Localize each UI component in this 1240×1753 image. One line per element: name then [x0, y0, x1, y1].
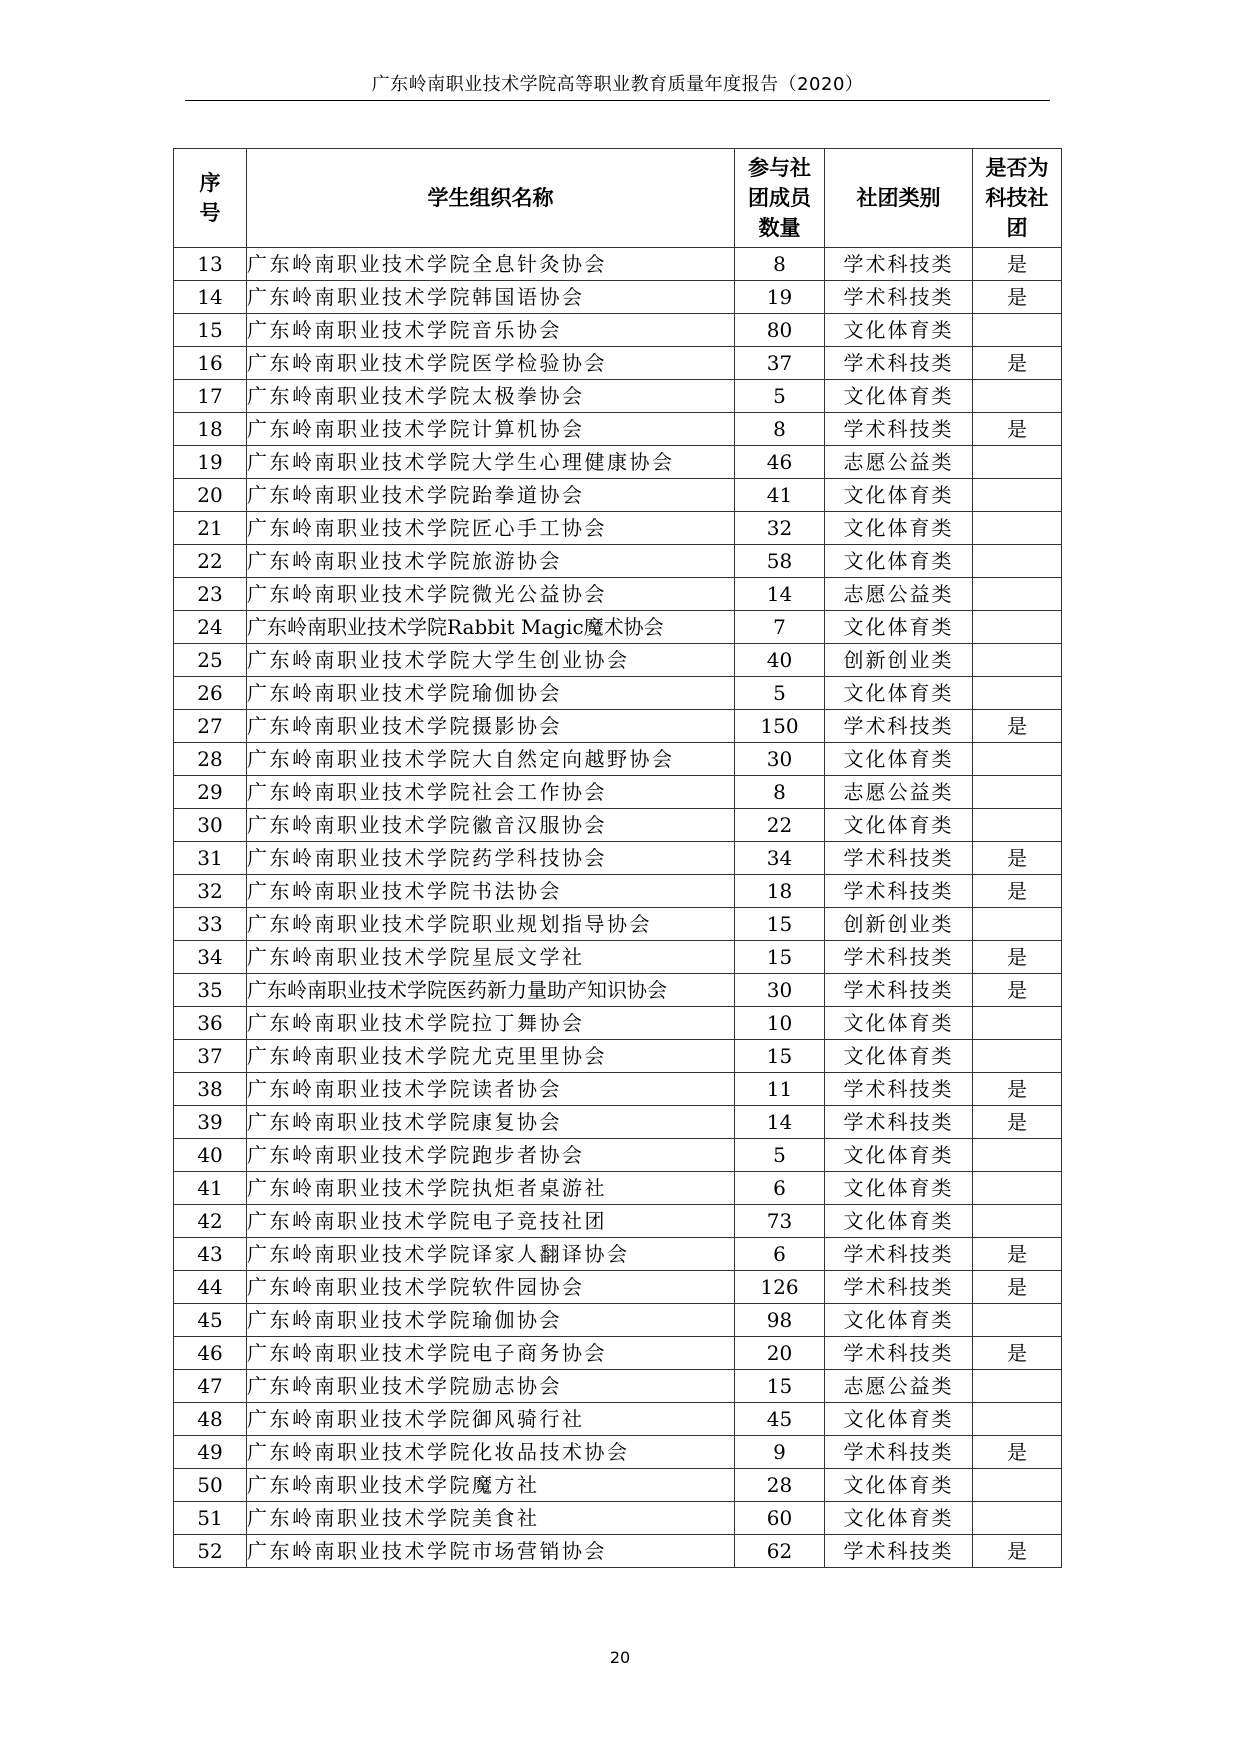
- table-row: [174, 908, 1062, 941]
- cell-club-name: 广东岭南职业技术学院译家人翻译协会: [247, 1238, 735, 1271]
- cell-member-count: 40: [735, 644, 825, 677]
- cell-tech-club: [973, 1139, 1062, 1172]
- cell-club-name: 广东岭南职业技术学院药学科技协会: [247, 842, 735, 875]
- cell-club-name: 广东岭南职业技术学院执炬者桌游社: [247, 1172, 735, 1205]
- cell-member-count: 5: [735, 1139, 825, 1172]
- cell-index: 42: [174, 1205, 247, 1238]
- cell-category: 文化体育类: [825, 1172, 973, 1205]
- cell-index: 31: [174, 842, 247, 875]
- table-row: [174, 743, 1062, 776]
- cell-index: 38: [174, 1073, 247, 1106]
- cell-club-name: 广东岭南职业技术学院医药新力量助产知识协会: [247, 974, 735, 1007]
- cell-club-name: 广东岭南职业技术学院大学生创业协会: [247, 644, 735, 677]
- cell-member-count: 37: [735, 347, 825, 380]
- table-row: [174, 1106, 1062, 1139]
- cell-category: 学术科技类: [825, 1535, 973, 1568]
- cell-category: 文化体育类: [825, 1304, 973, 1337]
- cell-member-count: 18: [735, 875, 825, 908]
- cell-tech-club: [973, 545, 1062, 578]
- cell-category: 学术科技类: [825, 941, 973, 974]
- cell-club-name: 广东岭南职业技术学院Rabbit Magic魔术协会: [247, 611, 735, 644]
- cell-index: 41: [174, 1172, 247, 1205]
- cell-club-name: 广东岭南职业技术学院跑步者协会: [247, 1139, 735, 1172]
- cell-member-count: 6: [735, 1172, 825, 1205]
- cell-category: 文化体育类: [825, 1205, 973, 1238]
- cell-member-count: 8: [735, 776, 825, 809]
- cell-index: 17: [174, 380, 247, 413]
- cell-club-name: 广东岭南职业技术学院化妆品技术协会: [247, 1436, 735, 1469]
- cell-tech-club: 是: [973, 1271, 1062, 1304]
- cell-club-name: 广东岭南职业技术学院大自然定向越野协会: [247, 743, 735, 776]
- table-row: [174, 1238, 1062, 1271]
- cell-club-name: 广东岭南职业技术学院韩国语协会: [247, 281, 735, 314]
- table-row: [174, 776, 1062, 809]
- cell-club-name: 广东岭南职业技术学院尤克里里协会: [247, 1040, 735, 1073]
- cell-tech-club: 是: [973, 710, 1062, 743]
- table-row: [174, 1271, 1062, 1304]
- column-header-name: 学生组织名称: [247, 149, 735, 248]
- cell-tech-club: 是: [973, 1073, 1062, 1106]
- column-header-tech-club: 是否为 科技社 团: [973, 149, 1062, 248]
- cell-member-count: 30: [735, 743, 825, 776]
- cell-index: 47: [174, 1370, 247, 1403]
- cell-member-count: 19: [735, 281, 825, 314]
- cell-index: 50: [174, 1469, 247, 1502]
- cell-member-count: 30: [735, 974, 825, 1007]
- table-row: [174, 1040, 1062, 1073]
- cell-member-count: 15: [735, 908, 825, 941]
- cell-category: 文化体育类: [825, 1040, 973, 1073]
- cell-tech-club: [973, 1007, 1062, 1040]
- table-row: [174, 1370, 1062, 1403]
- table-row: [174, 479, 1062, 512]
- cell-tech-club: 是: [973, 941, 1062, 974]
- table-row: [174, 512, 1062, 545]
- table-row: [174, 941, 1062, 974]
- cell-member-count: 98: [735, 1304, 825, 1337]
- cell-member-count: 14: [735, 1106, 825, 1139]
- table-row: [174, 248, 1062, 281]
- cell-index: 36: [174, 1007, 247, 1040]
- cell-category: 文化体育类: [825, 611, 973, 644]
- cell-tech-club: [973, 908, 1062, 941]
- table-row: [174, 314, 1062, 347]
- table-row: [174, 1304, 1062, 1337]
- table-row: [174, 842, 1062, 875]
- cell-category: 志愿公益类: [825, 578, 973, 611]
- cell-member-count: 46: [735, 446, 825, 479]
- cell-club-name: 广东岭南职业技术学院旅游协会: [247, 545, 735, 578]
- cell-index: 44: [174, 1271, 247, 1304]
- cell-club-name: 广东岭南职业技术学院软件园协会: [247, 1271, 735, 1304]
- cell-category: 文化体育类: [825, 677, 973, 710]
- cell-club-name: 广东岭南职业技术学院拉丁舞协会: [247, 1007, 735, 1040]
- cell-member-count: 14: [735, 578, 825, 611]
- cell-tech-club: [973, 611, 1062, 644]
- cell-club-name: 广东岭南职业技术学院康复协会: [247, 1106, 735, 1139]
- cell-index: 27: [174, 710, 247, 743]
- cell-tech-club: 是: [973, 1106, 1062, 1139]
- cell-club-name: 广东岭南职业技术学院医学检验协会: [247, 347, 735, 380]
- table-body: [174, 248, 1062, 1568]
- cell-tech-club: [973, 644, 1062, 677]
- cell-tech-club: [973, 1304, 1062, 1337]
- cell-category: 文化体育类: [825, 512, 973, 545]
- cell-member-count: 80: [735, 314, 825, 347]
- cell-member-count: 8: [735, 248, 825, 281]
- cell-index: 51: [174, 1502, 247, 1535]
- cell-tech-club: [973, 677, 1062, 710]
- cell-club-name: 广东岭南职业技术学院大学生心理健康协会: [247, 446, 735, 479]
- cell-club-name: 广东岭南职业技术学院瑜伽协会: [247, 677, 735, 710]
- cell-category: 学术科技类: [825, 1337, 973, 1370]
- table-row: [174, 710, 1062, 743]
- cell-club-name: 广东岭南职业技术学院书法协会: [247, 875, 735, 908]
- cell-club-name: 广东岭南职业技术学院魔方社: [247, 1469, 735, 1502]
- cell-index: 25: [174, 644, 247, 677]
- cell-tech-club: [973, 809, 1062, 842]
- column-header-members: 参与社 团成员 数量: [735, 149, 825, 248]
- cell-member-count: 20: [735, 1337, 825, 1370]
- cell-club-name: 广东岭南职业技术学院匠心手工协会: [247, 512, 735, 545]
- cell-club-name: 广东岭南职业技术学院职业规划指导协会: [247, 908, 735, 941]
- cell-category: 学术科技类: [825, 1271, 973, 1304]
- page-number: 20: [609, 1648, 631, 1667]
- cell-category: 文化体育类: [825, 545, 973, 578]
- table-row: [174, 545, 1062, 578]
- cell-tech-club: [973, 512, 1062, 545]
- cell-index: 52: [174, 1535, 247, 1568]
- cell-tech-club: [973, 1370, 1062, 1403]
- cell-tech-club: [973, 1403, 1062, 1436]
- cell-tech-club: 是: [973, 974, 1062, 1007]
- table-row: [174, 1007, 1062, 1040]
- cell-category: 学术科技类: [825, 875, 973, 908]
- cell-tech-club: [973, 1502, 1062, 1535]
- table-row: [174, 446, 1062, 479]
- cell-club-name: 广东岭南职业技术学院电子商务协会: [247, 1337, 735, 1370]
- cell-index: 19: [174, 446, 247, 479]
- table-row: [174, 1073, 1062, 1106]
- cell-member-count: 15: [735, 1040, 825, 1073]
- cell-category: 文化体育类: [825, 1469, 973, 1502]
- cell-category: 学术科技类: [825, 974, 973, 1007]
- table-row: [174, 281, 1062, 314]
- cell-index: 35: [174, 974, 247, 1007]
- cell-tech-club: 是: [973, 347, 1062, 380]
- table-row: [174, 809, 1062, 842]
- cell-index: 45: [174, 1304, 247, 1337]
- cell-index: 16: [174, 347, 247, 380]
- table-row: [174, 644, 1062, 677]
- cell-club-name: 广东岭南职业技术学院微光公益协会: [247, 578, 735, 611]
- cell-member-count: 58: [735, 545, 825, 578]
- cell-member-count: 8: [735, 413, 825, 446]
- cell-club-name: 广东岭南职业技术学院音乐协会: [247, 314, 735, 347]
- cell-category: 文化体育类: [825, 743, 973, 776]
- cell-member-count: 34: [735, 842, 825, 875]
- cell-member-count: 62: [735, 1535, 825, 1568]
- cell-category: 学术科技类: [825, 842, 973, 875]
- table-row: [174, 1139, 1062, 1172]
- cell-club-name: 广东岭南职业技术学院星辰文学社: [247, 941, 735, 974]
- table-row: [174, 578, 1062, 611]
- cell-tech-club: 是: [973, 281, 1062, 314]
- cell-member-count: 10: [735, 1007, 825, 1040]
- cell-category: 创新创业类: [825, 908, 973, 941]
- cell-category: 志愿公益类: [825, 776, 973, 809]
- cell-index: 37: [174, 1040, 247, 1073]
- cell-tech-club: [973, 446, 1062, 479]
- column-header-category: 社团类别: [825, 149, 973, 248]
- cell-tech-club: 是: [973, 1238, 1062, 1271]
- cell-member-count: 5: [735, 677, 825, 710]
- cell-tech-club: 是: [973, 1436, 1062, 1469]
- cell-club-name: 广东岭南职业技术学院太极拳协会: [247, 380, 735, 413]
- cell-category: 学术科技类: [825, 1436, 973, 1469]
- cell-member-count: 11: [735, 1073, 825, 1106]
- cell-category: 学术科技类: [825, 1106, 973, 1139]
- table-row: [174, 1172, 1062, 1205]
- cell-category: 学术科技类: [825, 413, 973, 446]
- cell-tech-club: 是: [973, 248, 1062, 281]
- cell-index: 28: [174, 743, 247, 776]
- cell-tech-club: 是: [973, 413, 1062, 446]
- cell-index: 29: [174, 776, 247, 809]
- table-row: [174, 1502, 1062, 1535]
- cell-member-count: 45: [735, 1403, 825, 1436]
- cell-index: 20: [174, 479, 247, 512]
- cell-tech-club: 是: [973, 1337, 1062, 1370]
- cell-index: 48: [174, 1403, 247, 1436]
- table-row: [174, 1403, 1062, 1436]
- cell-index: 14: [174, 281, 247, 314]
- cell-index: 43: [174, 1238, 247, 1271]
- table-header-row: [174, 149, 1062, 248]
- student-clubs-table: [173, 148, 1062, 1568]
- cell-category: 创新创业类: [825, 644, 973, 677]
- cell-category: 志愿公益类: [825, 446, 973, 479]
- cell-index: 39: [174, 1106, 247, 1139]
- table-row: [174, 1535, 1062, 1568]
- table-row: [174, 611, 1062, 644]
- table-row: [174, 1337, 1062, 1370]
- cell-category: 志愿公益类: [825, 1370, 973, 1403]
- cell-category: 学术科技类: [825, 347, 973, 380]
- cell-tech-club: [973, 1205, 1062, 1238]
- cell-member-count: 60: [735, 1502, 825, 1535]
- cell-club-name: 广东岭南职业技术学院御风骑行社: [247, 1403, 735, 1436]
- cell-tech-club: [973, 743, 1062, 776]
- cell-member-count: 15: [735, 941, 825, 974]
- cell-tech-club: 是: [973, 875, 1062, 908]
- cell-category: 学术科技类: [825, 1238, 973, 1271]
- cell-member-count: 15: [735, 1370, 825, 1403]
- cell-index: 46: [174, 1337, 247, 1370]
- table-row: [174, 1205, 1062, 1238]
- cell-member-count: 150: [735, 710, 825, 743]
- cell-category: 学术科技类: [825, 281, 973, 314]
- cell-index: 22: [174, 545, 247, 578]
- cell-member-count: 22: [735, 809, 825, 842]
- cell-tech-club: [973, 1040, 1062, 1073]
- cell-member-count: 6: [735, 1238, 825, 1271]
- table-row: [174, 413, 1062, 446]
- cell-tech-club: [973, 578, 1062, 611]
- table-row: [174, 380, 1062, 413]
- cell-category: 文化体育类: [825, 1007, 973, 1040]
- cell-club-name: 广东岭南职业技术学院读者协会: [247, 1073, 735, 1106]
- cell-index: 40: [174, 1139, 247, 1172]
- cell-club-name: 广东岭南职业技术学院励志协会: [247, 1370, 735, 1403]
- cell-club-name: 广东岭南职业技术学院全息针灸协会: [247, 248, 735, 281]
- table-row: [174, 1436, 1062, 1469]
- cell-category: 学术科技类: [825, 1073, 973, 1106]
- cell-index: 24: [174, 611, 247, 644]
- cell-index: 26: [174, 677, 247, 710]
- cell-index: 49: [174, 1436, 247, 1469]
- cell-index: 32: [174, 875, 247, 908]
- table-row: [174, 875, 1062, 908]
- cell-club-name: 广东岭南职业技术学院美食社: [247, 1502, 735, 1535]
- report-running-header: 广东岭南职业技术学院高等职业教育质量年度报告（2020）: [371, 74, 864, 95]
- cell-member-count: 7: [735, 611, 825, 644]
- cell-member-count: 28: [735, 1469, 825, 1502]
- cell-tech-club: [973, 479, 1062, 512]
- cell-category: 学术科技类: [825, 710, 973, 743]
- table-row: [174, 347, 1062, 380]
- cell-club-name: 广东岭南职业技术学院计算机协会: [247, 413, 735, 446]
- table-row: [174, 1469, 1062, 1502]
- cell-member-count: 73: [735, 1205, 825, 1238]
- table-row: [174, 974, 1062, 1007]
- cell-member-count: 41: [735, 479, 825, 512]
- cell-tech-club: [973, 380, 1062, 413]
- cell-tech-club: [973, 776, 1062, 809]
- cell-club-name: 广东岭南职业技术学院电子竞技社团: [247, 1205, 735, 1238]
- cell-tech-club: 是: [973, 842, 1062, 875]
- cell-club-name: 广东岭南职业技术学院摄影协会: [247, 710, 735, 743]
- column-header-index: 序 号: [174, 149, 247, 248]
- cell-index: 23: [174, 578, 247, 611]
- cell-member-count: 9: [735, 1436, 825, 1469]
- cell-tech-club: [973, 314, 1062, 347]
- cell-category: 文化体育类: [825, 380, 973, 413]
- cell-category: 文化体育类: [825, 1403, 973, 1436]
- cell-member-count: 32: [735, 512, 825, 545]
- cell-category: 文化体育类: [825, 809, 973, 842]
- cell-member-count: 5: [735, 380, 825, 413]
- cell-index: 21: [174, 512, 247, 545]
- cell-index: 30: [174, 809, 247, 842]
- cell-category: 学术科技类: [825, 248, 973, 281]
- header-rule: [185, 100, 1050, 101]
- cell-club-name: 广东岭南职业技术学院徽音汉服协会: [247, 809, 735, 842]
- cell-index: 34: [174, 941, 247, 974]
- cell-tech-club: 是: [973, 1535, 1062, 1568]
- cell-club-name: 广东岭南职业技术学院瑜伽协会: [247, 1304, 735, 1337]
- cell-tech-club: [973, 1469, 1062, 1502]
- cell-member-count: 126: [735, 1271, 825, 1304]
- cell-club-name: 广东岭南职业技术学院跆拳道协会: [247, 479, 735, 512]
- cell-index: 18: [174, 413, 247, 446]
- cell-category: 文化体育类: [825, 1139, 973, 1172]
- table-row: [174, 677, 1062, 710]
- cell-index: 13: [174, 248, 247, 281]
- cell-club-name: 广东岭南职业技术学院市场营销协会: [247, 1535, 735, 1568]
- cell-club-name: 广东岭南职业技术学院社会工作协会: [247, 776, 735, 809]
- cell-category: 文化体育类: [825, 1502, 973, 1535]
- cell-tech-club: [973, 1172, 1062, 1205]
- cell-category: 文化体育类: [825, 479, 973, 512]
- cell-index: 33: [174, 908, 247, 941]
- cell-index: 15: [174, 314, 247, 347]
- cell-category: 文化体育类: [825, 314, 973, 347]
